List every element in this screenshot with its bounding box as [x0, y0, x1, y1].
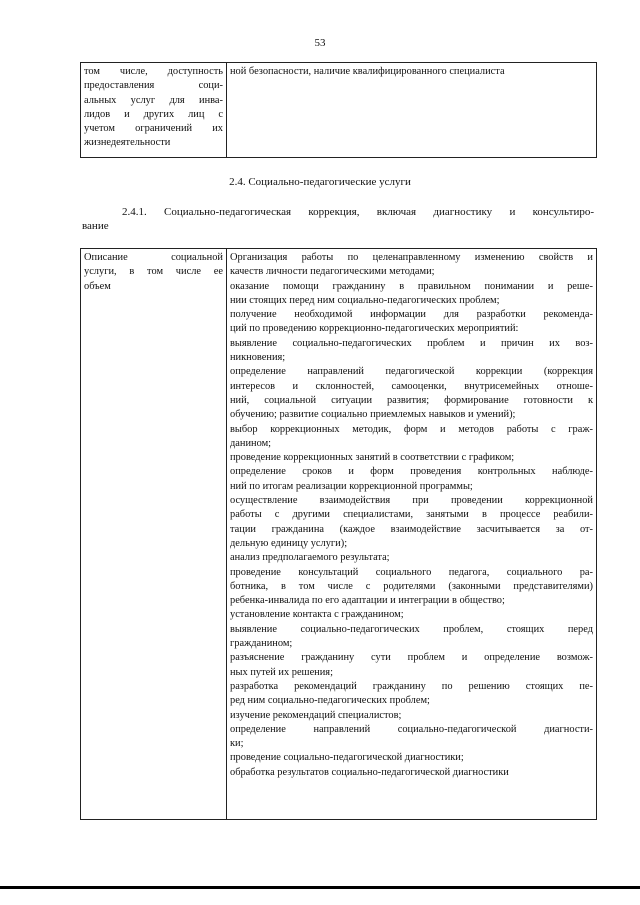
cell-line: альных услуг для инва- [84, 94, 223, 106]
cell-line: ций по проведению коррекционно-педагогических мероприятий: [230, 323, 519, 335]
page-number: 53 [314, 37, 326, 49]
heading-line: 2.4.1. Социально-педагогическая коррекция, включая диагностику и консультиро- [122, 206, 594, 218]
cell-line: определение направлений педагогической коррекции (коррекция [230, 366, 593, 378]
cell-line: осуществление взаимодействия при проведении коррекционной [230, 495, 593, 507]
cell-line: Описание социальной [84, 252, 223, 263]
cell-line: выявление социально-педагогических проблем, стоящих перед [230, 623, 593, 635]
table-cell-label [81, 63, 227, 158]
cell-line: объем [84, 280, 111, 292]
cell-line: обучению; развитие социально приемлемых навыков и умений); [230, 409, 516, 421]
cell-line: оказание помощи гражданину в правильном понимании и реше- [230, 280, 593, 292]
cell-line: учетом ограничений их [84, 123, 223, 135]
cell-line: ребенка-инвалида по его адаптации и интеграции в общество; [230, 595, 505, 607]
bottom-rule [0, 886, 640, 889]
cell-line: определение направлений социально-педагогической диагности- [230, 723, 593, 735]
cell-line: Организация работы по целенаправленному изменению свойств и [230, 252, 593, 263]
cell-line: лидов и других лиц с [84, 108, 223, 120]
table-row [81, 249, 597, 820]
cell-line: ных путей их решения; [230, 666, 333, 678]
cell-line: проведение консультаций социального педагога, социального ра- [230, 566, 593, 578]
cell-line: ной безопасности, наличие квалифицированного специалиста [230, 66, 505, 77]
cell-line: интересов и склонностей, самооценки, внутрисемейных отноше- [230, 380, 593, 392]
cell-line: выбор коррекционных методик, форм и методов работы с граж- [230, 423, 593, 435]
cell-line: установление контакта с гражданином; [230, 609, 404, 621]
cell-line: обработка результатов социально-педагогической диагностики [230, 766, 509, 778]
cell-line: выявление социально-педагогических проблем и причин их воз- [230, 337, 593, 349]
table-continuation [80, 62, 597, 158]
cell-line: ний по итогам реализации коррекционной программы; [230, 480, 473, 492]
table-row [81, 63, 597, 158]
table-cell-description [227, 249, 597, 820]
table-cell-content [227, 63, 597, 158]
cell-line: анализ предполагаемого результата; [230, 552, 390, 564]
cell-line: ред ним социально-педагогических проблем; [230, 695, 430, 707]
cell-line: проведение социально-педагогической диагностики; [230, 752, 464, 764]
cell-line: нии стоящих перед ним социально-педагогических проблем; [230, 294, 500, 306]
cell-line: разъяснение гражданину сути проблем и определение возмож- [230, 652, 593, 664]
cell-line: предоставления соци- [84, 80, 223, 92]
cell-line: разработка рекомендаций гражданину по решению стоящих пе- [230, 680, 593, 692]
cell-line: определение сроков и форм проведения контрольных наблюде- [230, 466, 593, 478]
subsection-heading [82, 205, 594, 233]
cell-line: ки; [230, 738, 244, 750]
cell-line: гражданином; [230, 638, 293, 650]
table-cell-label [81, 249, 227, 820]
cell-line: изучение рекомендаций специалистов; [230, 709, 402, 721]
cell-line: никновения; [230, 352, 286, 364]
cell-line: том числе, доступность [84, 66, 223, 77]
cell-line: работы с другими специалистами, занятыми в процессе реабили- [230, 509, 593, 521]
heading-line: вание [82, 220, 109, 232]
section-heading: 2.4. Социально-педагогические услуги [229, 176, 411, 188]
cell-line: проведение коррекционных занятий в соответствии с графиком; [230, 452, 515, 464]
cell-line: дельную единицу услуги); [230, 537, 348, 549]
service-table [80, 248, 597, 820]
cell-line: данином; [230, 437, 272, 449]
cell-line: жизнедеятельности [84, 137, 171, 149]
cell-line: тации гражданина (каждое взаимодействие засчитывается за от- [230, 523, 593, 535]
cell-line: получение необходимой информации для разработки рекоменда- [230, 309, 593, 321]
cell-line: услуги, в том числе ее [84, 266, 223, 278]
cell-line: ний, социальной ситуации развития; формирование готовности к [230, 394, 593, 406]
cell-line: качеств личности педагогическими методами; [230, 266, 435, 278]
cell-line: ботника, в том числе с родителями (законными представителями) [230, 580, 593, 592]
